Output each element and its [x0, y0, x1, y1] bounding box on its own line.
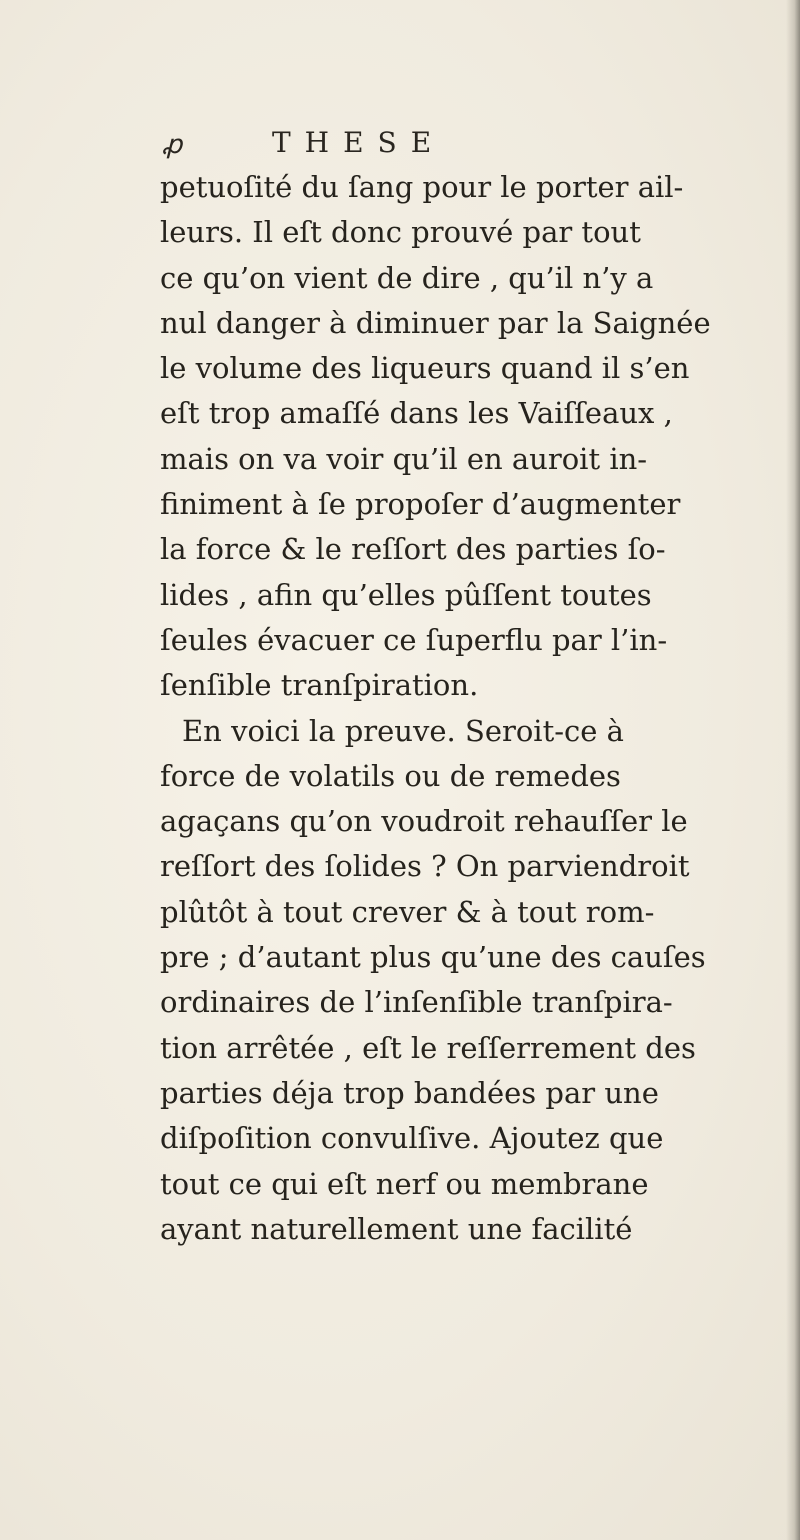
text-line: tion arrêtée , eſt le reſſerrement des [160, 1030, 696, 1065]
running-head: THESE [272, 126, 446, 159]
text-line: reſſort des ſolides ? On parviendroit [160, 849, 690, 884]
text-line: la force & le reſſort des parties ſo- [160, 532, 666, 567]
page-number: ꝓ [162, 130, 183, 160]
text-line: ſeules évacuer ce ſuperflu par l’in- [160, 622, 668, 657]
text-line: leurs. Il eſt donc prouvé par tout [160, 215, 641, 250]
text-line: ſenſible tranſpiration. [160, 668, 479, 703]
text-line: tout ce qui eſt nerf ou membrane [160, 1166, 649, 1201]
text-line: agaçans qu’on voudroit rehauſſer le [160, 804, 688, 839]
text-line: parties déja trop bandées par une [160, 1075, 659, 1110]
page-edge-shadow [786, 0, 800, 1540]
text-line: finiment à ſe propoſer d’augmenter [160, 487, 681, 522]
text-line: petuoſité du ſang pour le porter ail- [160, 170, 684, 204]
text-line: nul danger à diminuer par la Saignée [160, 305, 711, 340]
body-text [160, 165, 780, 1252]
paragraph-first-line: En voici la preuve. Seroit-ce à [182, 713, 624, 748]
text-line: diſpoſition convulſive. Ajoutez que [160, 1121, 664, 1156]
text-line: ordinaires de l’inſenſible tranſpira- [160, 985, 673, 1020]
text-line: lides , afin qu’elles pûſſent toutes [160, 577, 652, 612]
text-line: force de volatils ou de remedes [160, 758, 621, 793]
text-line: le volume des liqueurs quand il s’en [160, 351, 690, 386]
text-line: eſt trop amaſſé dans les Vaiſſeaux , [160, 396, 673, 431]
text-line: ayant naturellement une facilité [160, 1211, 633, 1246]
text-line: plûtôt à tout crever & à tout rom- [160, 894, 655, 929]
text-line: pre ; d’autant plus qu’une des cauſes [160, 940, 706, 975]
text-line: mais on va voir qu’il en auroit in- [160, 441, 648, 476]
page-header [160, 122, 720, 166]
text-line: ce qu’on vient de dire , qu’il n’y a [160, 260, 654, 295]
